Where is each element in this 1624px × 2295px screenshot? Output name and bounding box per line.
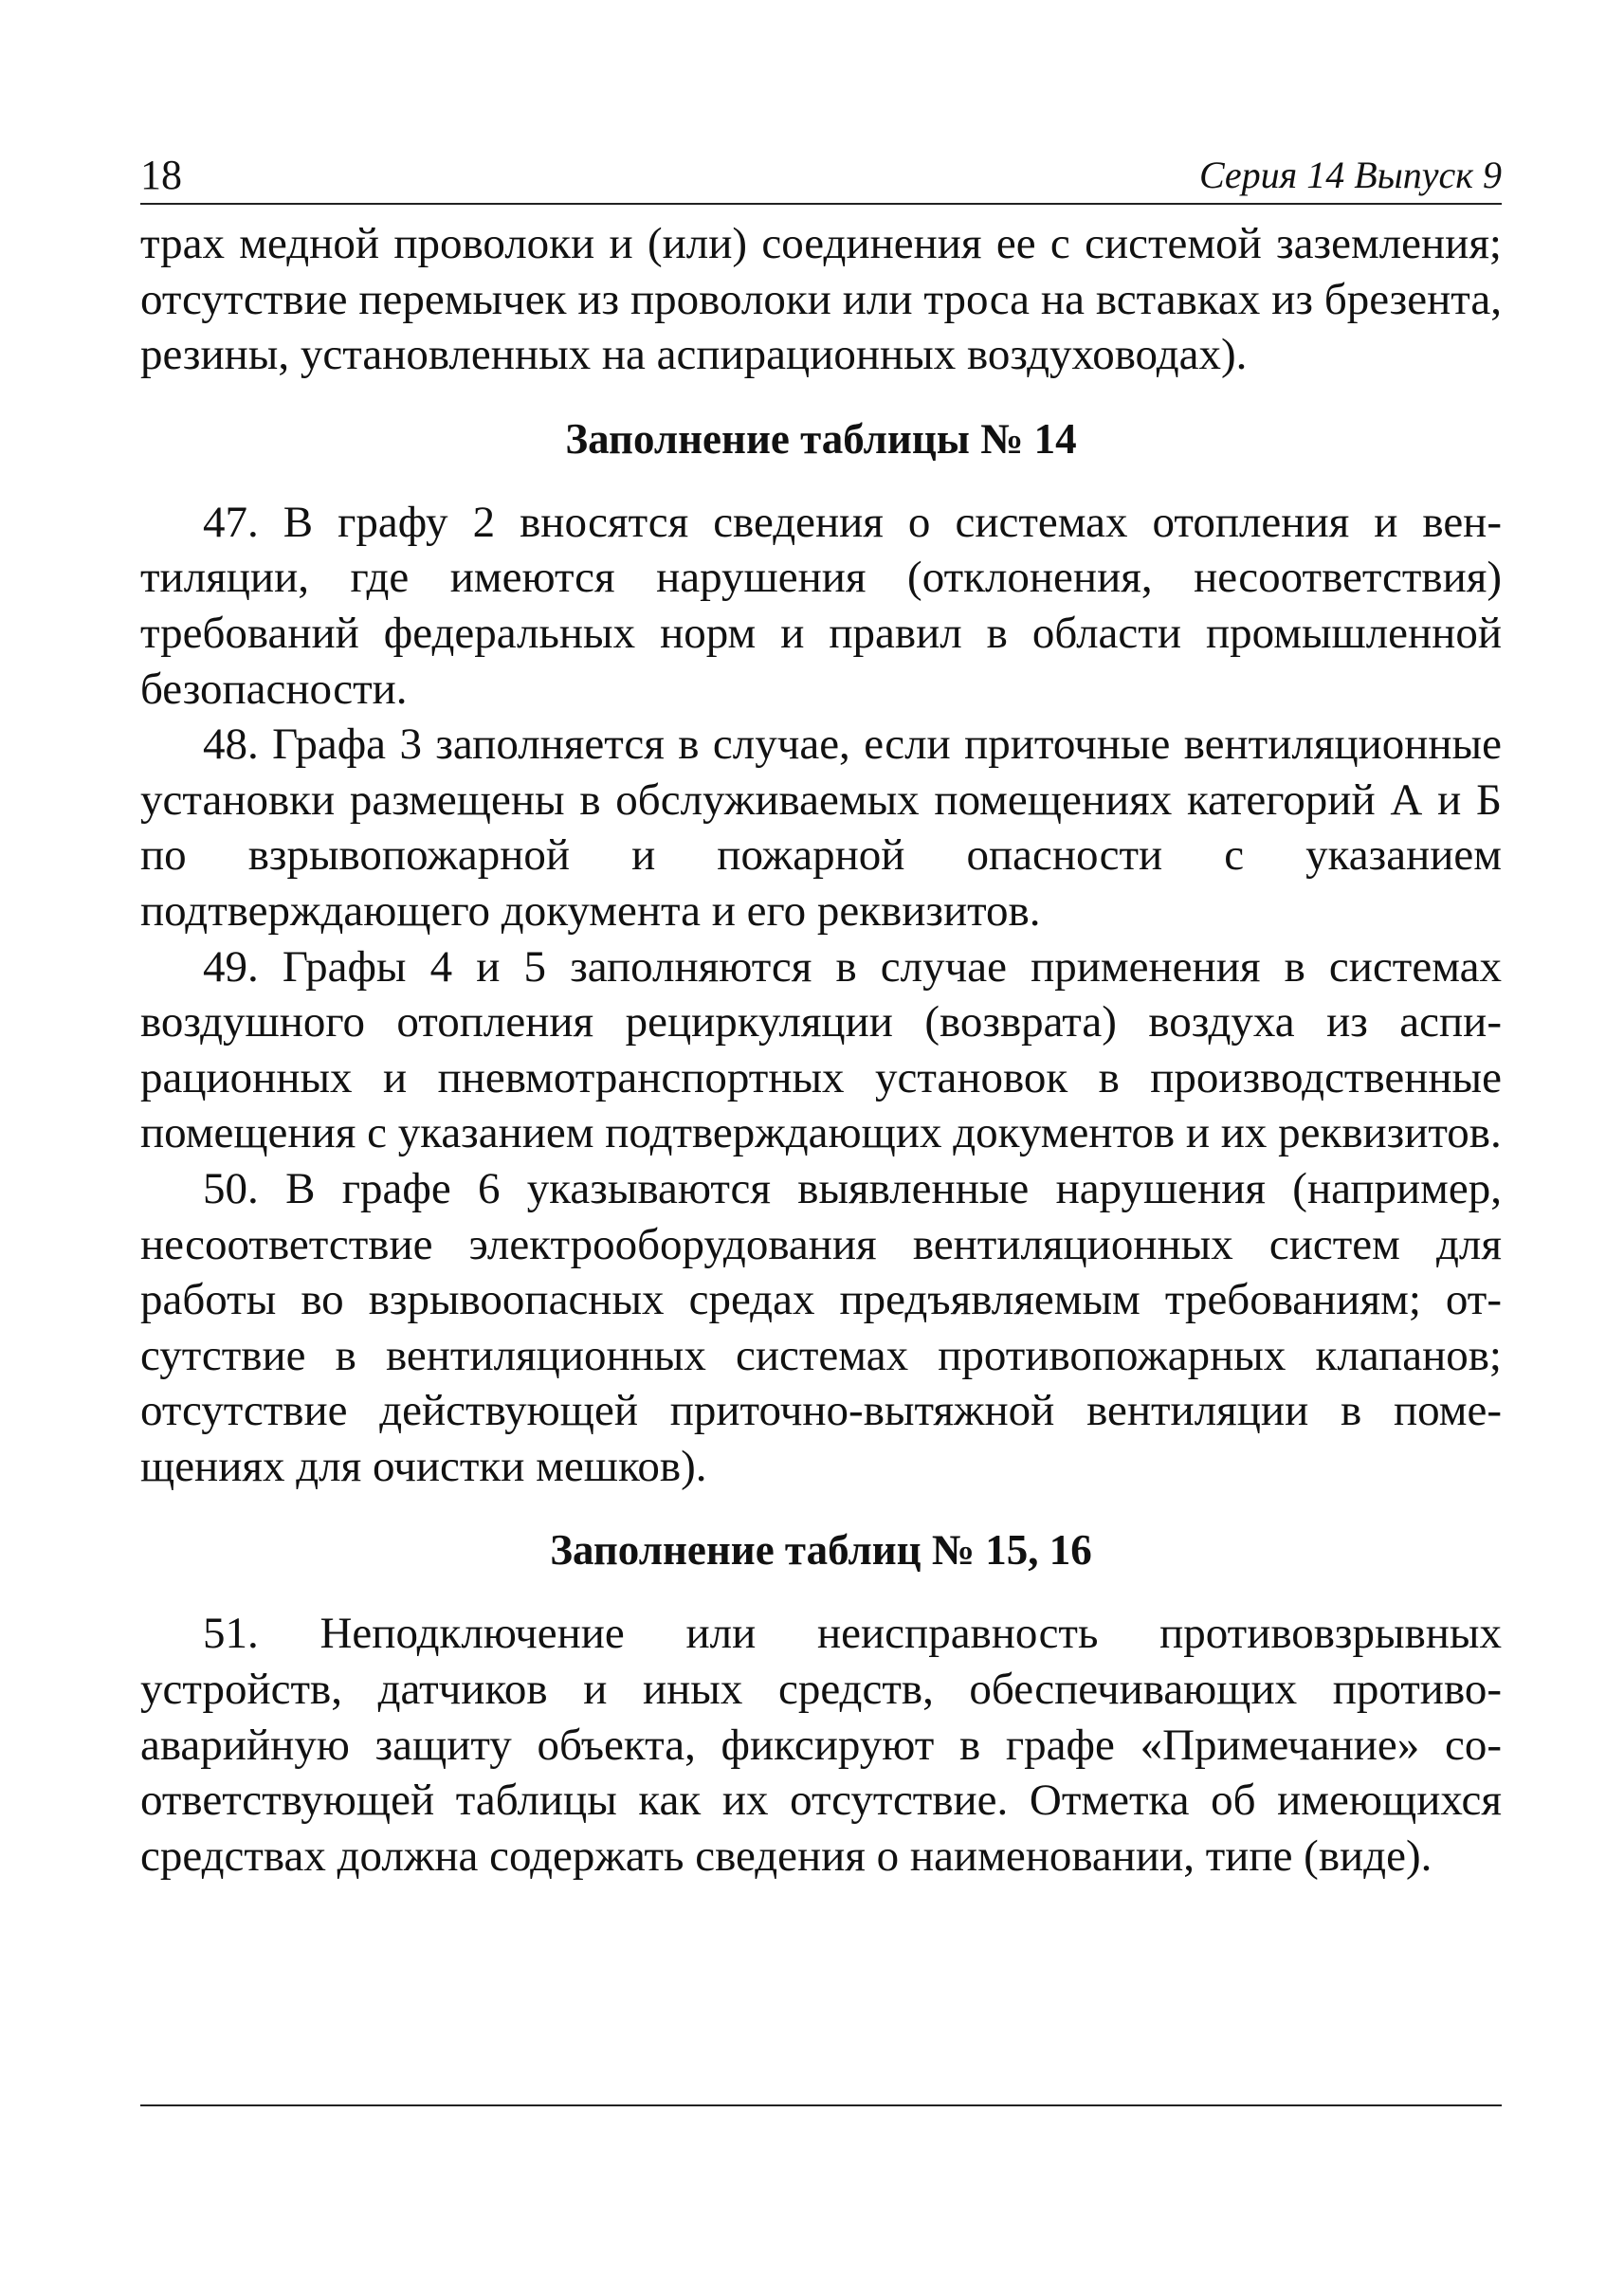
series-label: Серия 14 Выпуск 9 <box>1198 154 1502 196</box>
paragraph-47: 47. В графу 2 вносятся сведения о системах отопления и вентиляции, где имеются нарушения (отклонения, несоответствия) требований федеральных норм и правил в области промышленной безопасности. <box>140 497 1502 714</box>
paragraph-48: 48. Графа 3 заполняется в случае, если приточные вентиляционные установки размещены в обслуживаемых помещениях категорий А и Б по взрывопожарной и пожарной опасности с указанием подтверждающего документа и его реквизитов. <box>140 719 1502 936</box>
page-number: 18 <box>140 152 182 198</box>
bottom-rule <box>140 2104 1502 2106</box>
document-page <box>140 0 1502 2295</box>
paragraph-49: 49. Графы 4 и 5 заполняются в случае применения в системах воздушного отопления рециркуляции (возврата) воздуха из аспирационных и пневмотранспортных установок в производственные помещения с указанием подтверждающих документов и их реквизитов. <box>140 941 1502 1158</box>
paragraph-51: 51. Неподключение или неисправность противовзрывных устройств, датчиков и иных средств, обеспечивающих противоаварийную защиту объекта, фиксируют в графе «Примечание» соответствующей таблицы как их отсутствие. Отметка об имеющихся средствах должна содержать сведения о наименовании, типе (виде). <box>140 1609 1502 1881</box>
section-heading-table-14: Заполнение таблицы № 14 <box>565 414 1077 463</box>
paragraph-50: 50. В графе 6 указываются выявленные нарушения (например, несоответствие электрооборудования вентиляционных систем для работы во взрывоопасных средах предъявляемым требованиям; отсутствие в вентиляционных системах противопожарных клапанов; отсутствие действующей приточно-вытяжной вентиляции в помещениях для очистки мешков). <box>140 1163 1502 1491</box>
body-text <box>140 216 1502 1884</box>
section-heading-tables-15-16: Заполнение таблиц № 15, 16 <box>550 1526 1092 1575</box>
running-header <box>140 148 1502 205</box>
intro-paragraph: трах медной проволоки и (или) соединения ее с системой заземления; отсутствие перемычек из проволоки или троса на вставках из брезента, резины, установленных на аспирационных воздуховодах). <box>140 219 1502 380</box>
